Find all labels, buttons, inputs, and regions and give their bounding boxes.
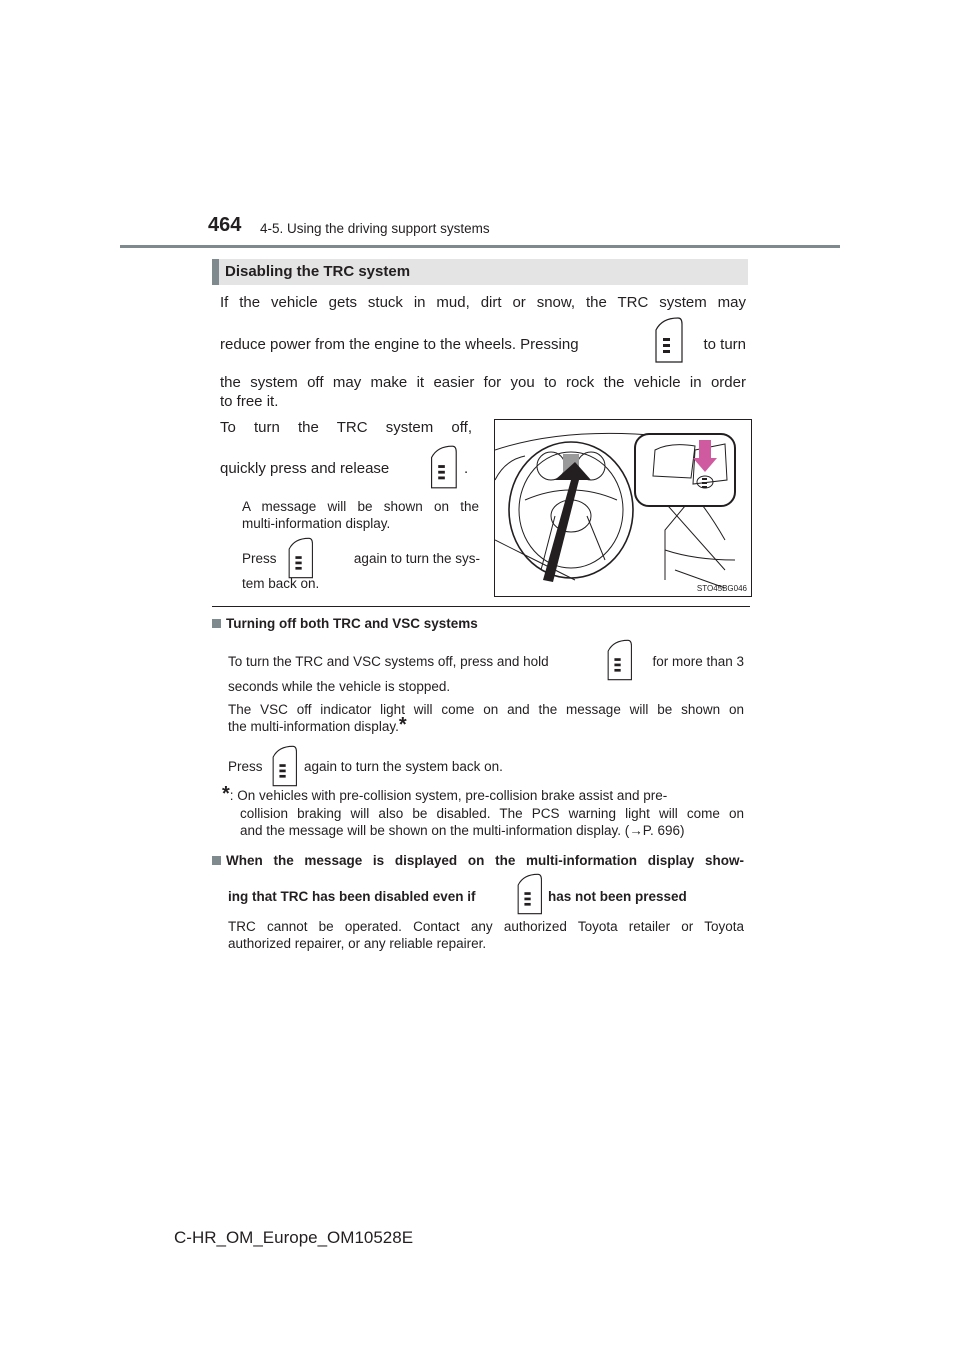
vsc-off-button-icon: [266, 744, 300, 788]
note1-line-2: multi-information display.: [242, 516, 391, 531]
both-off-heading: [212, 614, 478, 633]
vsc-off-button-icon: [648, 316, 686, 364]
document-code: C-HR_OM_Europe_OM10528E: [174, 1228, 414, 1247]
note2-line-1-end: again to turn the sys-: [353, 551, 480, 566]
turnoff-line-2-end: .: [464, 460, 469, 477]
section-breadcrumb: 4-5. Using the driving support systems: [260, 221, 490, 236]
message-heading-line-2-start: ing that TRC has been disabled even if: [228, 889, 476, 904]
intro-line-2-end: to turn: [703, 336, 746, 353]
note2-line-2: tem back on.: [242, 576, 320, 591]
message-heading-line-2-end: has not been pressed: [548, 889, 687, 904]
footnote-line-2: collision braking will also be disabled. The PCS warning light will come on: [240, 806, 744, 821]
square-bullet-icon: [212, 619, 221, 628]
footnote-star: *: [222, 783, 230, 805]
vsc-off-button-icon: [282, 536, 316, 580]
footnote-line-1: [222, 783, 744, 805]
both-off-line-4: [228, 714, 407, 736]
message-heading-line-2: [228, 872, 748, 916]
section-heading-bar: [212, 259, 748, 285]
footnote-line-3: and the message will be shown on the multi-information display. (→P. 696): [240, 823, 685, 838]
section-heading-accent: [212, 259, 219, 285]
vsc-off-button-icon: [511, 872, 545, 916]
header-divider: [120, 245, 840, 248]
both-off-line-5-end: again to turn the system back on.: [304, 759, 503, 774]
both-off-line-1: [228, 638, 744, 682]
dashboard-illustration: [494, 419, 752, 597]
page-number: 464: [208, 214, 242, 236]
both-off-line-5: [228, 744, 568, 788]
steering-wheel-illustration: [495, 420, 751, 596]
both-off-line-4-text: the multi-information display.: [228, 719, 399, 734]
footnote-marker: *: [398, 714, 407, 736]
intro-line-4: to free it.: [220, 393, 279, 410]
note2-line-1-start: Press: [242, 551, 277, 566]
both-off-line-3: The VSC off indicator light will come on and the message will be shown on: [228, 702, 744, 717]
message-line-2: authorized repairer, or any reliable repairer.: [228, 936, 487, 951]
intro-line-2: [220, 316, 746, 364]
vsc-off-button-icon: [424, 444, 460, 490]
section-divider: [212, 606, 750, 607]
turnoff-line-2-text: quickly press and release: [220, 460, 390, 477]
both-off-line-2: seconds while the vehicle is stopped.: [228, 679, 451, 694]
message-line-1: TRC cannot be operated. Contact any authorized Toyota retailer or Toyota: [228, 919, 744, 934]
intro-line-3: the system off may make it easier for you to rock the vehicle in order: [220, 374, 746, 391]
both-off-line-1-end: for more than 3: [652, 654, 744, 669]
message-heading-line-1-text: When the message is displayed on the multi-information display show-: [226, 853, 744, 868]
intro-line-1: If the vehicle gets stuck in mud, dirt or snow, the TRC system may: [220, 294, 746, 311]
message-heading-line-1: [212, 852, 744, 869]
intro-line-2-start: reduce power from the engine to the wheels. Pressing: [220, 336, 579, 353]
figure-code: STO45BG046: [696, 584, 747, 593]
section-heading: Disabling the TRC system: [225, 263, 411, 280]
turnoff-line-2: [220, 444, 480, 492]
vsc-off-button-icon: [601, 638, 635, 682]
both-off-line-5-start: Press: [228, 759, 263, 774]
note1-line-1: A message will be shown on the: [242, 499, 479, 514]
both-off-line-1-start: To turn the TRC and VSC systems off, press and hold: [228, 654, 549, 669]
both-off-heading-text: Turning off both TRC and VSC systems: [226, 616, 478, 631]
note2-line-1: [242, 536, 480, 580]
turnoff-line-1: To turn the TRC system off,: [220, 419, 472, 436]
square-bullet-icon: [212, 856, 221, 865]
footnote-line-1-text: : On vehicles with pre-collision system, pre-collision brake assist and pre-: [229, 788, 668, 803]
